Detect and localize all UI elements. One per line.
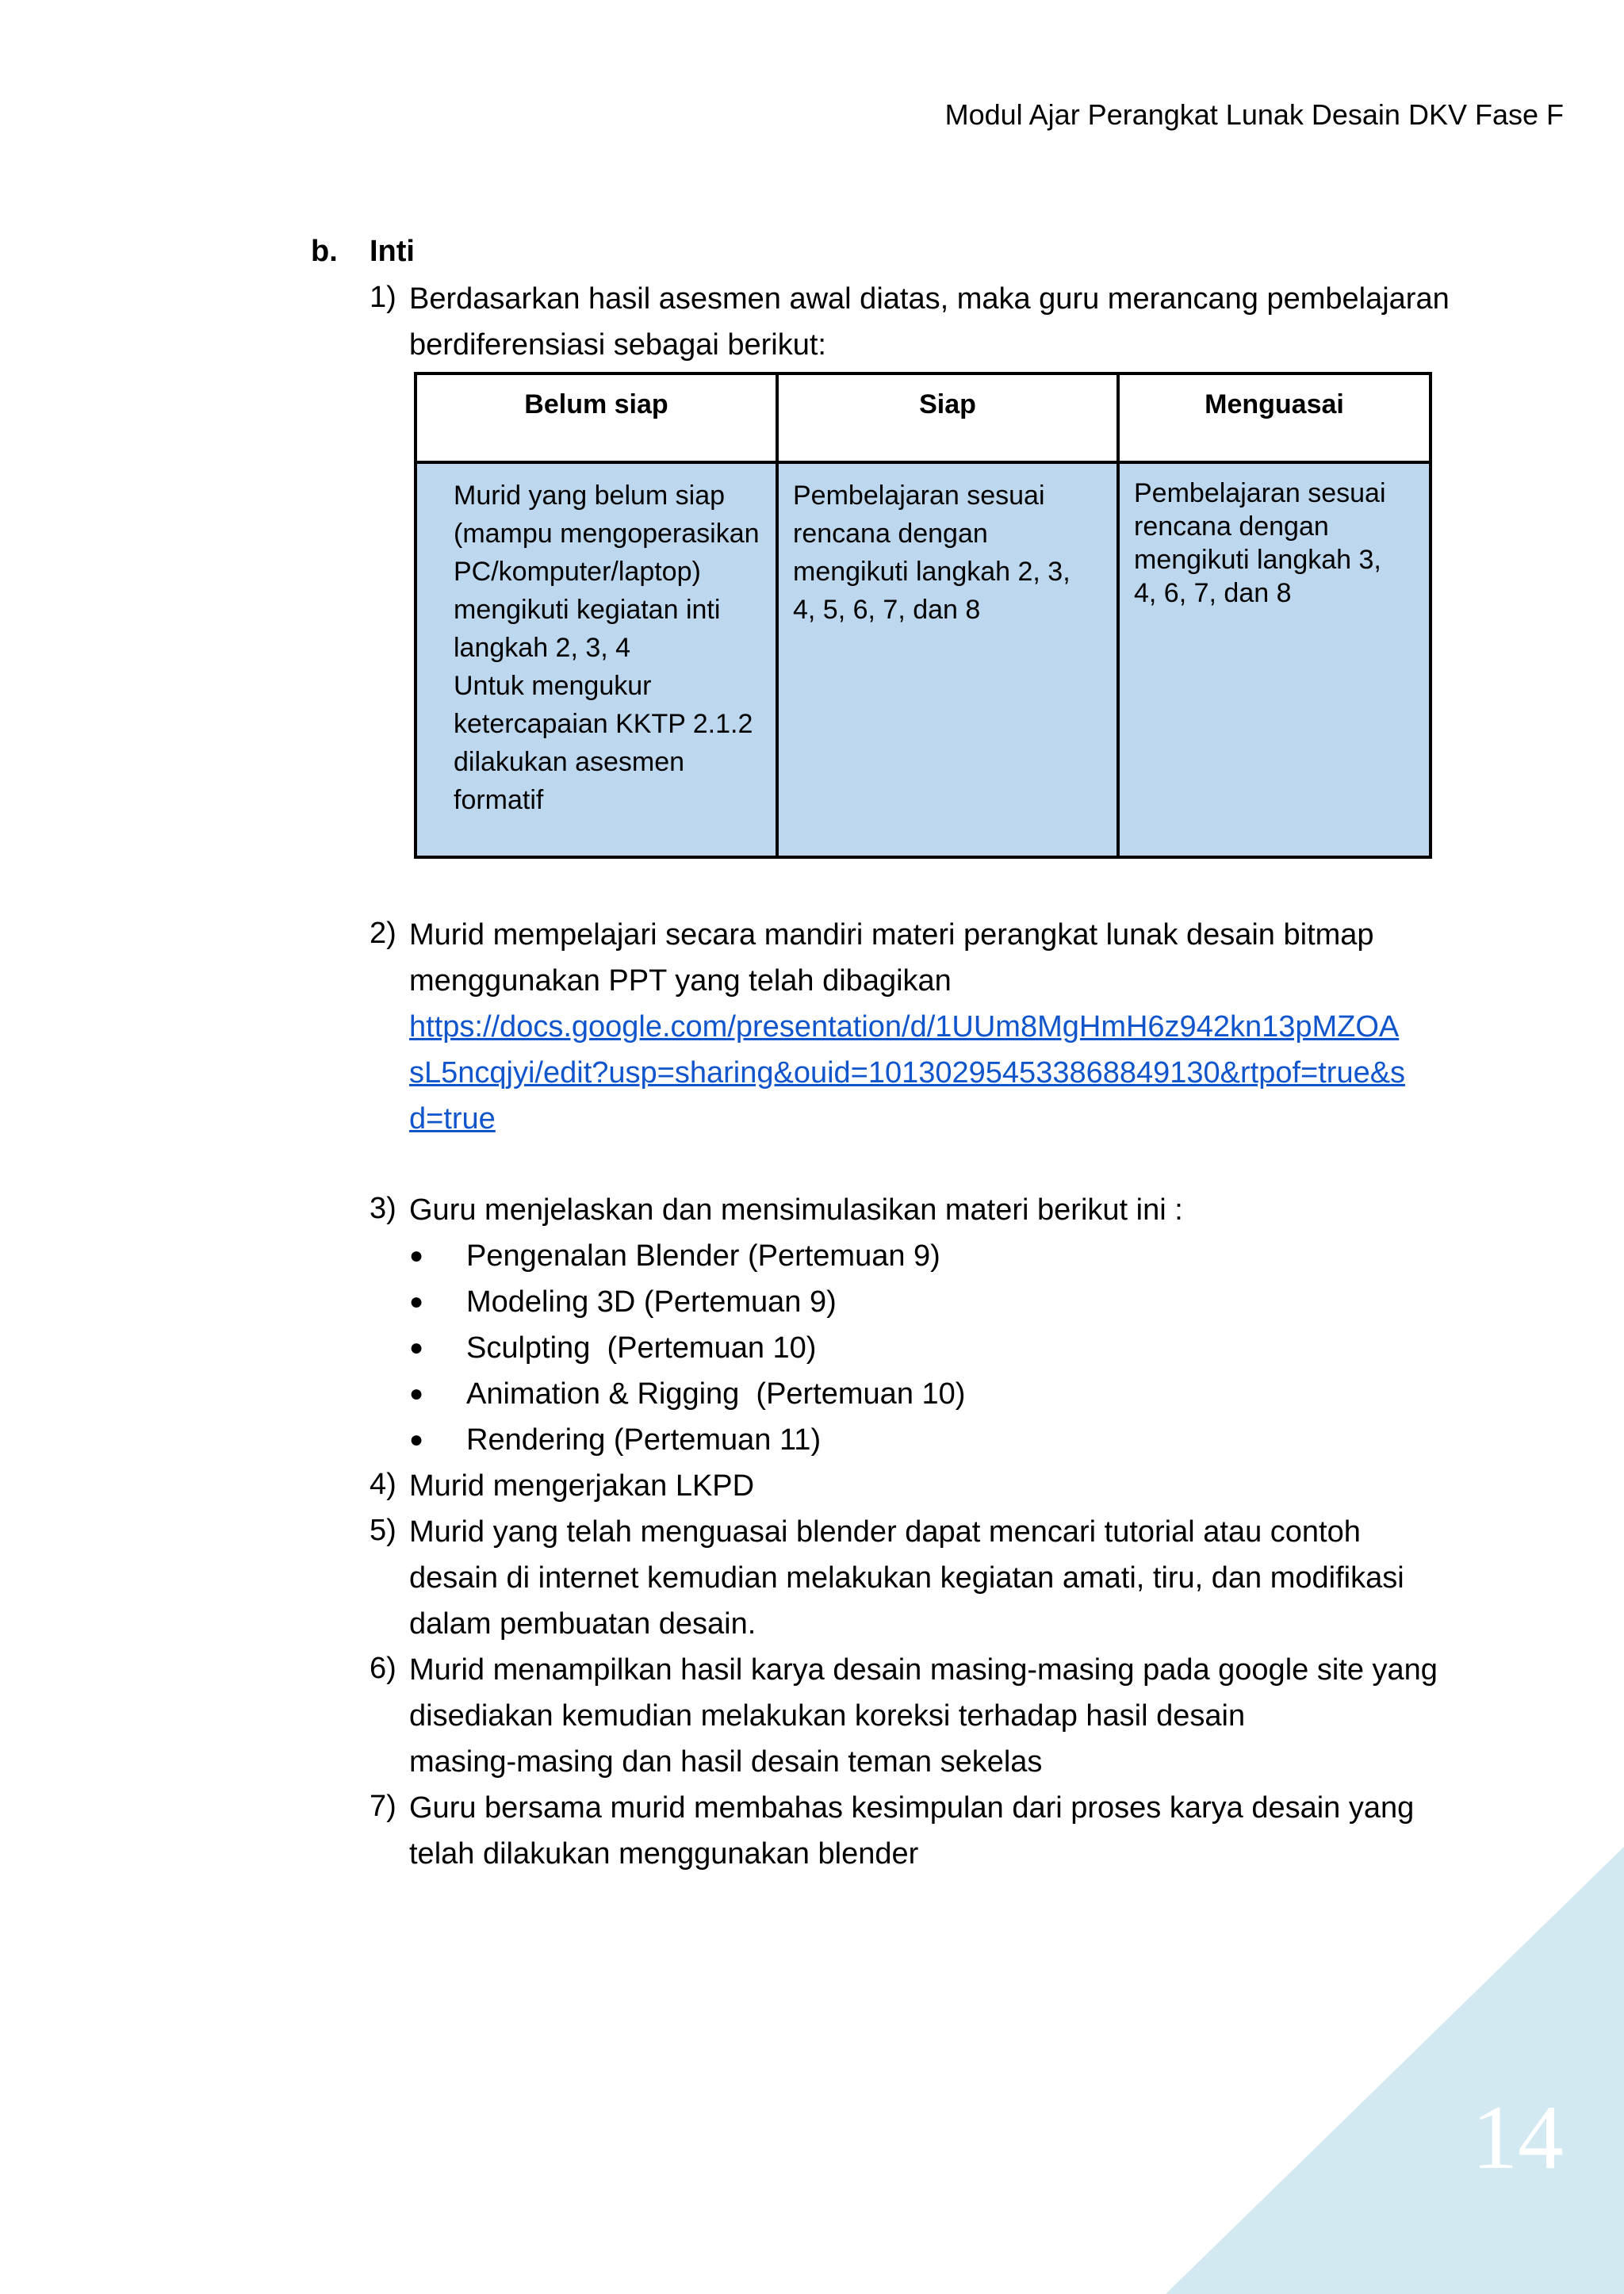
- bullet-icon: ●: [409, 1243, 424, 1269]
- step-6-line: disediakan kemudian melakukan koreksi terhadap hasil desain: [409, 1699, 1246, 1733]
- step-1-number: 1): [370, 281, 396, 314]
- corner-triangle-shape: [1166, 1847, 1624, 2294]
- presentation-link[interactable]: sL5ncqjyi/edit?usp=sharing&ouid=101302954533868849130&rtpof=true&s: [409, 1056, 1406, 1090]
- bullet-icon: ●: [409, 1381, 424, 1407]
- bullet-text: Animation & Rigging (Pertemuan 10): [466, 1377, 966, 1411]
- table-header-siap: Siap: [777, 373, 1118, 462]
- section-title: Inti: [370, 235, 415, 268]
- bullet-icon: ●: [409, 1335, 424, 1361]
- table-header-row: [416, 373, 1431, 462]
- cell-line: Pembelajaran sesuai: [1134, 478, 1386, 508]
- step-1-line: berdiferensiasi sebagai berikut:: [409, 328, 826, 362]
- differentiation-table: [414, 372, 1432, 859]
- cell-line: formatif: [454, 785, 544, 815]
- step-2-line: Murid mempelajari secara mandiri materi perangkat lunak desain bitmap: [409, 918, 1374, 952]
- section-label: b.: [311, 235, 338, 268]
- step-7-line: Guru bersama murid membahas kesimpulan dari proses karya desain yang: [409, 1791, 1415, 1825]
- presentation-link[interactable]: https://docs.google.com/presentation/d/1UUm8MgHmH6z942kn13pMZOA: [409, 1010, 1400, 1044]
- step-3-line: Guru menjelaskan dan mensimulasikan materi berikut ini :: [409, 1193, 1183, 1227]
- table-cell-menguasai: [1118, 462, 1431, 857]
- bullet-text: Sculpting (Pertemuan 10): [466, 1331, 817, 1365]
- table-header-menguasai: Menguasai: [1118, 373, 1431, 462]
- page-number: 14: [1472, 2087, 1564, 2189]
- step-2-number: 2): [370, 917, 396, 950]
- step-3-text: [409, 1187, 1464, 1233]
- cell-line: mengikuti langkah 3,: [1134, 545, 1381, 575]
- cell-line: mengikuti langkah 2, 3,: [793, 557, 1071, 587]
- table-row: [416, 462, 1431, 857]
- step-1-text: [409, 276, 1464, 368]
- step-5-number: 5): [370, 1514, 396, 1547]
- step-6-number: 6): [370, 1652, 396, 1685]
- step-6-line: masing-masing dan hasil desain teman sekelas: [409, 1745, 1043, 1779]
- bullet-icon: ●: [409, 1427, 424, 1453]
- bullet-text: Pengenalan Blender (Pertemuan 9): [466, 1239, 940, 1273]
- bullet-text: Modeling 3D (Pertemuan 9): [466, 1285, 837, 1319]
- table-cell-siap: [777, 462, 1118, 857]
- bullet-text: Rendering (Pertemuan 11): [466, 1423, 822, 1457]
- page-header-title: Modul Ajar Perangkat Lunak Desain DKV Fase F: [944, 98, 1564, 131]
- cell-line: langkah 2, 3, 4: [454, 633, 631, 663]
- step-5-line: Murid yang telah menguasai blender dapat mencari tutorial atau contoh: [409, 1515, 1361, 1549]
- step-2-line: menggunakan PPT yang telah dibagikan: [409, 964, 952, 998]
- table-cell-belum-siap: [416, 462, 777, 857]
- cell-line: Pembelajaran sesuai: [793, 481, 1045, 511]
- step-5-text: [409, 1509, 1464, 1647]
- corner-triangle-decoration: [1166, 1847, 1624, 2294]
- cell-line: rencana dengan: [793, 519, 988, 549]
- cell-line: rencana dengan: [1134, 511, 1329, 542]
- table-header-belum-siap: Belum siap: [416, 373, 777, 462]
- cell-line: dilakukan asesmen: [454, 747, 685, 777]
- bullet-icon: ●: [409, 1289, 424, 1315]
- step-7-number: 7): [370, 1790, 396, 1823]
- presentation-link[interactable]: d=true: [409, 1102, 496, 1136]
- cell-line: mengikuti kegiatan inti: [454, 595, 721, 625]
- step-4-line: Murid mengerjakan LKPD: [409, 1469, 755, 1503]
- step-1-line: Berdasarkan hasil asesmen awal diatas, maka guru merancang pembelajaran: [409, 282, 1450, 316]
- step-4-number: 4): [370, 1468, 396, 1501]
- step-2-text: [409, 912, 1464, 1142]
- step-5-line: dalam pembuatan desain.: [409, 1607, 756, 1641]
- step-4-text: [409, 1463, 1464, 1509]
- cell-line: Murid yang belum siap: [454, 481, 726, 511]
- cell-line: Untuk mengukur: [454, 671, 652, 701]
- step-7-line: telah dilakukan menggunakan blender: [409, 1837, 919, 1871]
- cell-line: 4, 6, 7, dan 8: [1134, 578, 1292, 608]
- cell-line: ketercapaian KKTP 2.1.2: [454, 709, 753, 739]
- cell-line: (mampu mengoperasikan: [454, 519, 760, 549]
- step-6-text: [409, 1647, 1464, 1785]
- step-3-number: 3): [370, 1192, 396, 1225]
- step-6-line: Murid menampilkan hasil karya desain masing-masing pada google site yang: [409, 1653, 1438, 1687]
- cell-line: 4, 5, 6, 7, dan 8: [793, 595, 981, 625]
- cell-line: PC/komputer/laptop): [454, 557, 701, 587]
- step-5-line: desain di internet kemudian melakukan kegiatan amati, tiru, dan modifikasi: [409, 1561, 1404, 1595]
